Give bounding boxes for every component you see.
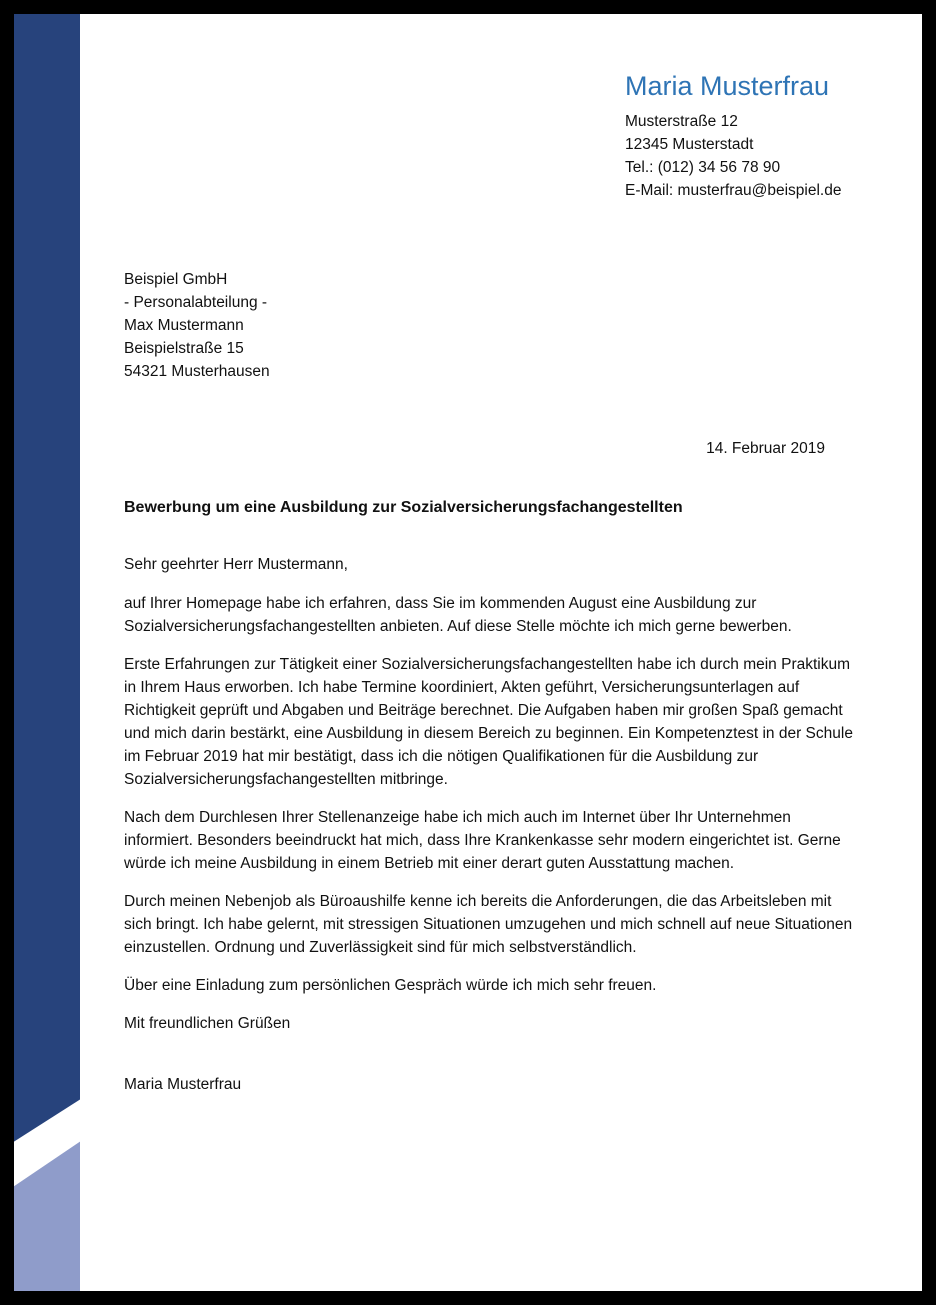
accent-stripe-dark-segment — [14, 14, 80, 1291]
closing-formula: Mit freundlichen Grüßen — [124, 1014, 291, 1032]
left-accent-stripe — [14, 14, 80, 1291]
recipient-company: Beispiel GmbH — [124, 271, 228, 288]
sender-block — [625, 70, 855, 202]
body-paragraph-1: auf Ihrer Homepage habe ich erfahren, dass Sie im kommenden August eine Ausbildung zur Sozialversicherungsfachangestellten anbieten. Auf diese Stelle möchte ich mich gerne bewerben. — [124, 594, 792, 635]
recipient-street: Beispielstraße 15 — [124, 340, 244, 357]
sender-phone: Tel.: (012) 34 56 78 90 — [625, 159, 781, 176]
recipient-department: - Personalabteilung - — [124, 294, 268, 311]
signature-name: Maria Musterfrau — [124, 1075, 242, 1093]
recipient-city: 54321 Musterhausen — [124, 363, 270, 380]
letter-date: 14. Februar 2019 — [706, 440, 825, 457]
sender-city: 12345 Musterstadt — [625, 136, 754, 153]
subject-line: Bewerbung um eine Ausbildung zur Sozialversicherungsfachangestellten — [124, 499, 683, 516]
sender-name: Maria Musterfrau — [625, 71, 830, 101]
sender-street: Musterstraße 12 — [625, 113, 738, 130]
recipient-contact-name: Max Mustermann — [124, 317, 244, 334]
letter-page — [80, 14, 922, 1291]
body-paragraph-2: Erste Erfahrungen zur Tätigkeit einer Sozialversicherungsfachangestellten habe ich durch mein Praktikum in Ihrem Haus erworben. Ich habe Termine koordiniert, Akten geführt, Versicherungsunterlagen auf Richtigkeit geprüft und Abgaben und Beiträge berechnet. Die Aufgaben haben mir großen Spaß gemacht und mich darin bestärkt, eine Ausbildung in diesem Bereich zu beginnen. Ein Kompetenztest in der Schule im Februar 2019 hat mir bestätigt, dass ich die nötigen Qualifikationen für die Ausbildung zur Sozialversicherungsfachangestellten mitbringe. — [124, 655, 853, 788]
body-paragraph-5: Über eine Einladung zum persönlichen Gespräch würde ich mich sehr freuen. — [124, 976, 657, 994]
body-paragraph-4: Durch meinen Nebenjob als Büroaushilfe kenne ich bereits die Anforderungen, die das Arbeitsleben mit sich bringt. Ich habe gelernt, mit stressigen Situationen umzugehen und mich schnell auf neue Situationen einzustellen. Ordnung und Zuverlässigkeit sind für mich selbstverständlich. — [124, 892, 853, 956]
salutation: Sehr geehrter Herr Mustermann, — [124, 556, 348, 573]
sender-email: E-Mail: musterfrau@beispiel.de — [625, 182, 842, 199]
recipient-block — [124, 268, 855, 383]
body-paragraph-3: Nach dem Durchlesen Ihrer Stellenanzeige habe ich mich auch im Internet über Ihr Unternehmen informiert. Besonders beeindruckt hat mich, dass Ihre Krankenkasse sehr modern eingerichtet ist. Gerne würde ich meine Ausbildung in einem Betrieb mit einer derart guten Ausstattung machen. — [124, 808, 841, 872]
